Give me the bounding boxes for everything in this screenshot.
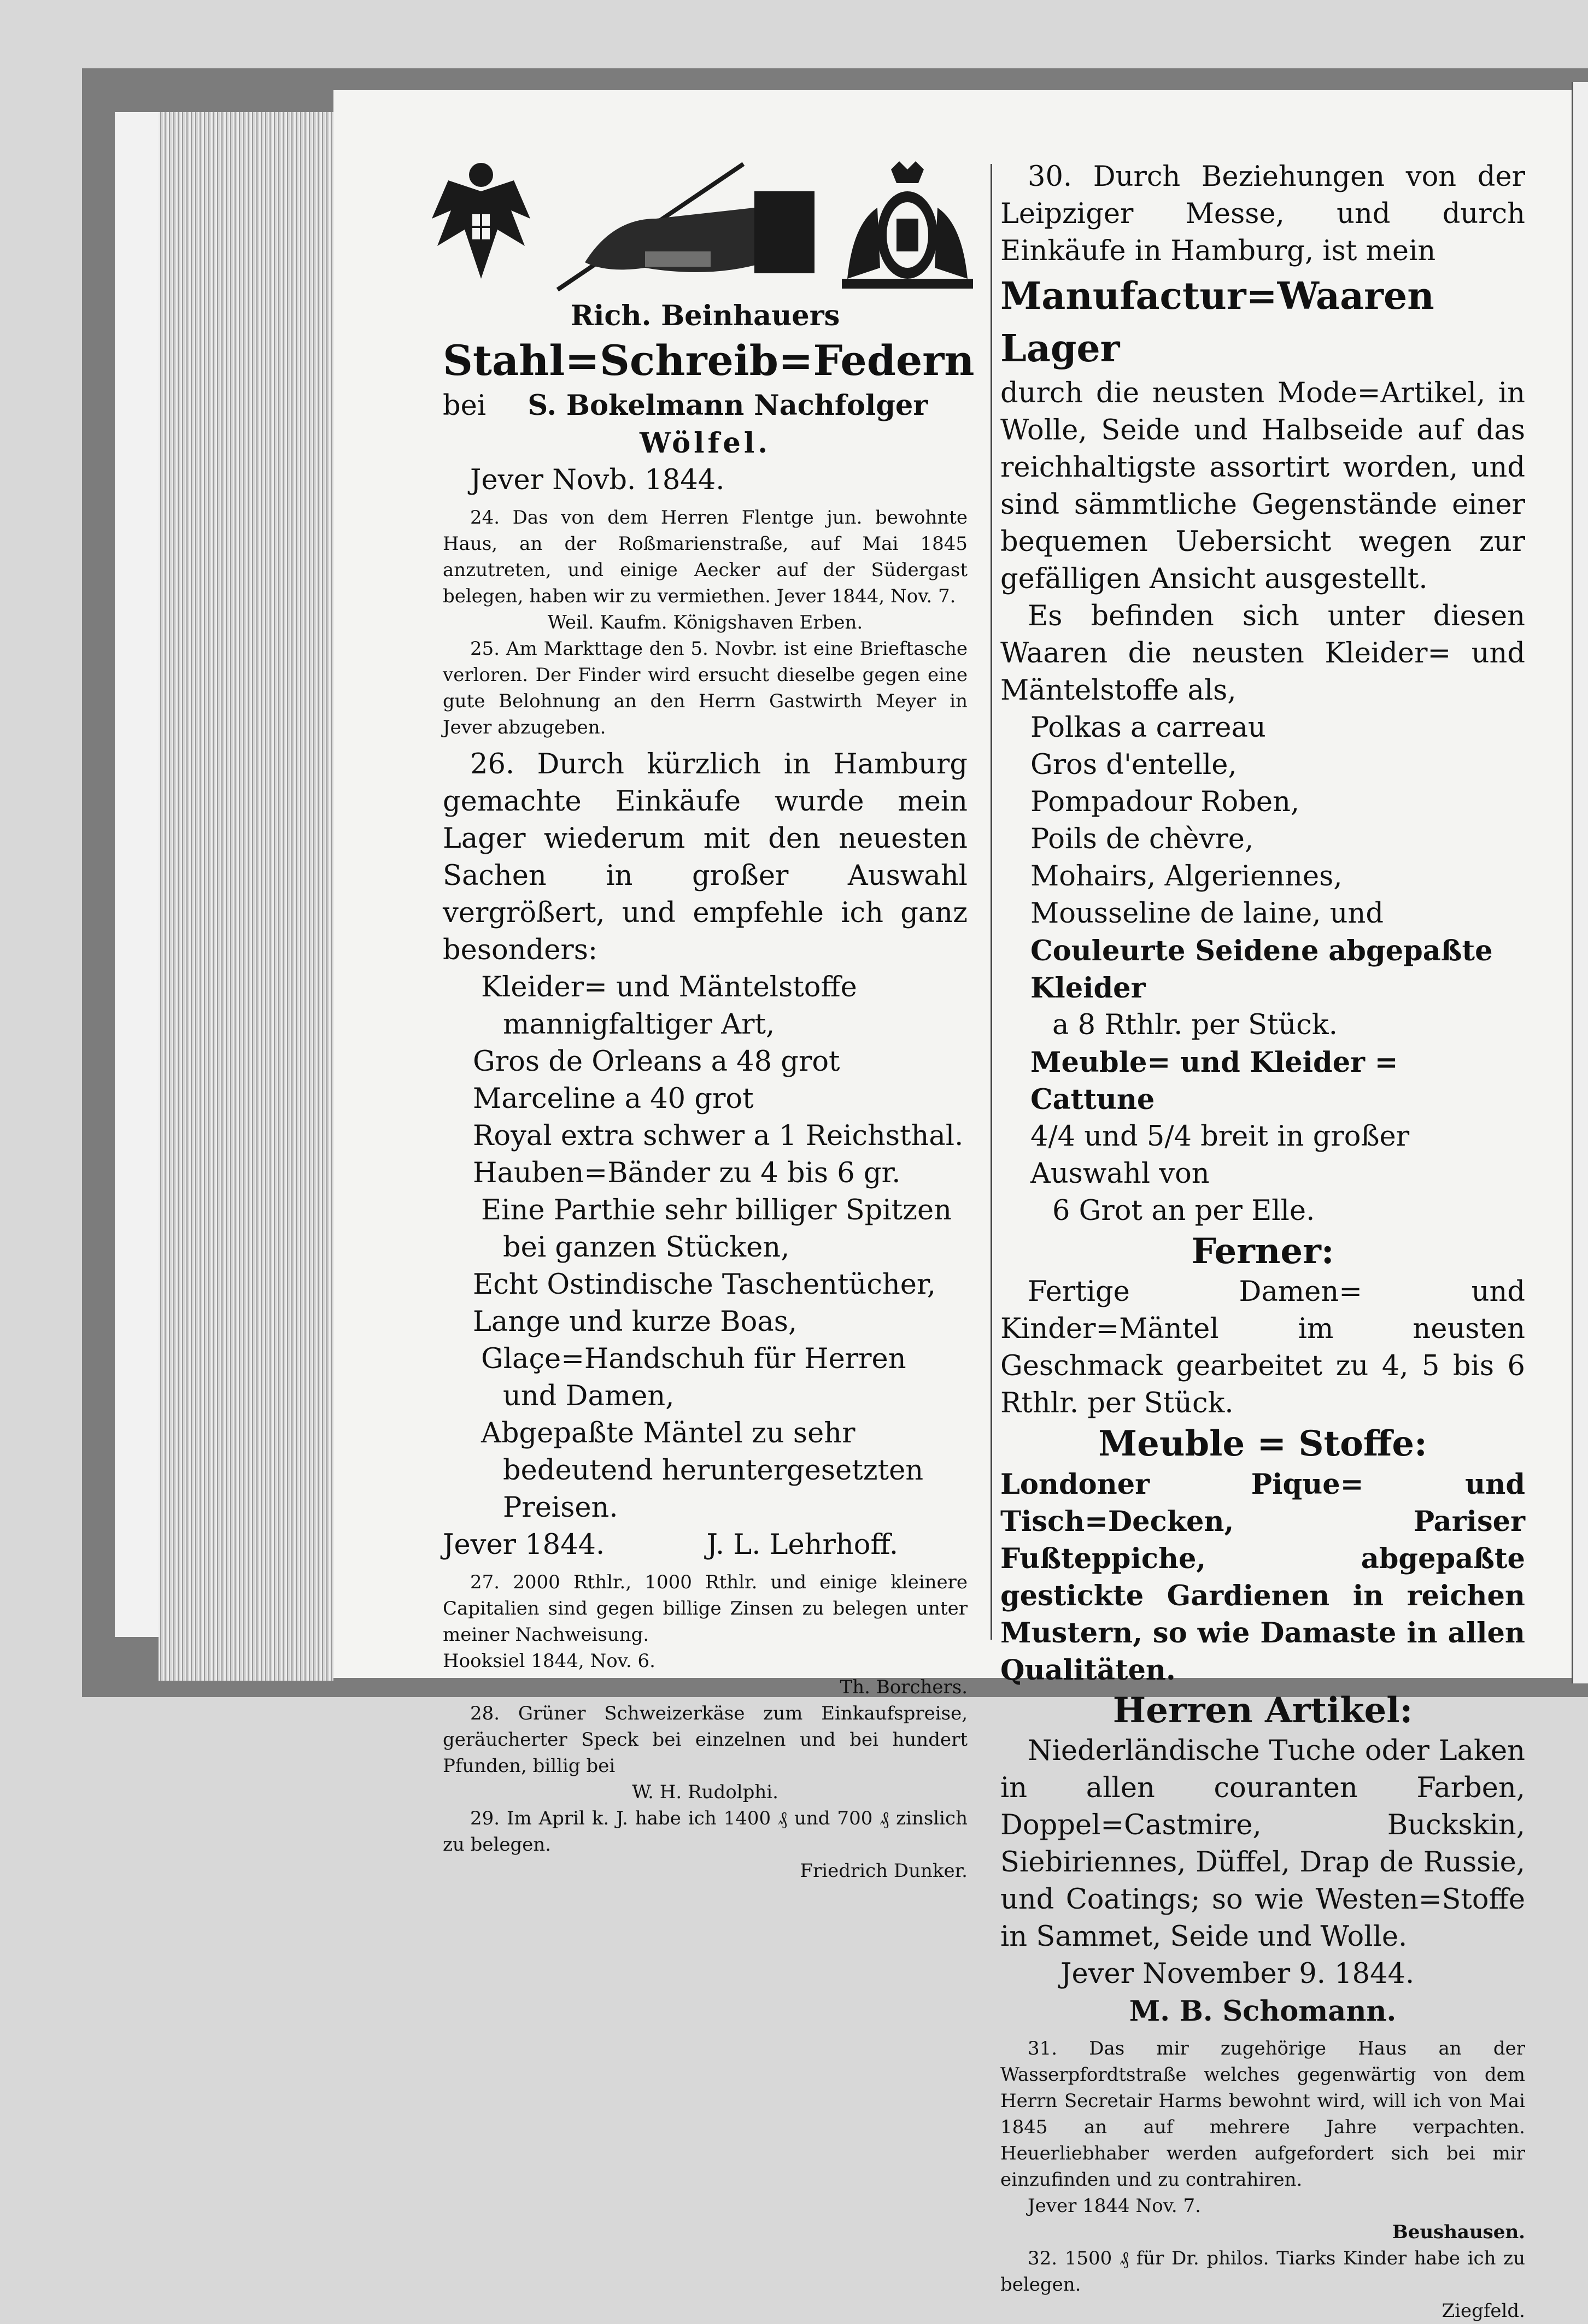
- notice-31-date: Jever 1844 Nov. 7.: [1028, 2195, 1201, 2217]
- notice-26-sign-name: J. L. Lehrhoff.: [706, 1529, 899, 1561]
- notice-30-cattune2: 4/4 und 5/4 breit in großer Auswahl von: [1030, 1120, 1410, 1190]
- list-item: Mousseline de laine, und: [1030, 897, 1384, 930]
- next-page-edge: [1572, 82, 1588, 1683]
- notice-31-sign: Beushausen.: [1392, 2221, 1525, 2243]
- ad-owner: Rich. Beinhauers: [570, 300, 840, 332]
- notice-30-list: [1000, 709, 1525, 932]
- notice-28-text: 28. Grüner Schweizerkäse zum Einkaufspreise, geräucherter Speck bei einzelnen und bei hundert Pfunden, billig bei: [443, 1703, 968, 1777]
- notice-30-sign: M. B. Schomann.: [1129, 1995, 1397, 2028]
- notice-32-text: 32. 1500 ₰ für Dr. philos. Tiarks Kinder habe ich zu belegen.: [1000, 2247, 1525, 2296]
- notice-24-text: 24. Das von dem Herren Flentge jun. bewohnte Haus, an der Roßmarienstraße, auf Mai 1845 anzutreten, und einige Aecker auf der Südergast belegen, haben wir zu vermiethen. Jever 1844, Nov. 7.: [443, 507, 968, 607]
- notice-30-herren-text: Niederländische Tuche oder Laken in allen couranten Farben, Doppel=Castmire, Buckskin, Siebiriennes, Düffel, Drap de Russie, und Coatings; so wie Westen=Stoffe in Sammet, Seide und Wolle.: [1000, 1735, 1525, 1953]
- column-divider: [991, 164, 992, 1640]
- notice-30-ferner: Ferner:: [1191, 1231, 1334, 1272]
- list-item: Mohairs, Algeriennes,: [1030, 860, 1343, 893]
- notice-25-text: 25. Am Markttage den 5. Novbr. ist eine Brieftasche verloren. Der Finder wird ersucht dieselbe gegen eine gute Belohnung an den Herrn Gastwirth Meyer in Jever abzugeben.: [443, 638, 968, 738]
- page-edges: [159, 112, 333, 1681]
- notice-27-place: Hooksiel 1844, Nov. 6.: [443, 1650, 655, 1672]
- notice-27-text: 27. 2000 Rthlr., 1000 Rthlr. und einige kleinere Capitalien sind gegen billige Zinsen zu belegen unter meiner Nachweisung.: [443, 1571, 968, 1646]
- notice-30-title: Manufactur=Waaren Lager: [1000, 274, 1434, 371]
- list-item: Pompadour Roben,: [1030, 786, 1300, 818]
- notice-30-seide: Couleurte Seidene abgepaßte Kleider: [1030, 935, 1493, 1005]
- ad-seller: S. Bokelmann Nachfolger: [528, 389, 928, 422]
- notice-24-sign: Weil. Kaufm. Königshaven Erben.: [547, 612, 863, 633]
- list-item: Glaçe=Handschuh für Herren und Damen,: [481, 1343, 906, 1412]
- notice-26-text: 26. Durch kürzlich in Hamburg gemachte Einkäufe wurde mein Lager wiederum mit den neuesten Sachen in großer Auswahl vergrößert, und empfehle ich ganz besonders:: [443, 748, 968, 966]
- list-item: Kleider= und Mäntelstoffe mannigfaltiger Art,: [481, 971, 857, 1041]
- notice-32-sign: Ziegfeld.: [1441, 2300, 1525, 2322]
- notice-30-cattune: Meuble= und Kleider = Cattune: [1030, 1046, 1398, 1116]
- list-item: Gros d'entelle,: [1030, 749, 1237, 781]
- notice-30-text2: Es befinden sich unter diesen Waaren die neusten Kleider= und Mäntelstoffe als,: [1000, 600, 1525, 707]
- notice-30-herren-title: Herren Artikel:: [1112, 1690, 1413, 1731]
- ad-seller2: Wölfel.: [639, 427, 771, 460]
- notice-28-sign: W. H. Rudolphi.: [632, 1781, 778, 1803]
- list-item: Echt Ostindische Taschentücher,: [473, 1269, 936, 1301]
- ad-seller-line: [443, 387, 968, 425]
- list-item: Lange und kurze Boas,: [473, 1306, 798, 1338]
- list-item: Abgepaßte Mäntel zu sehr bedeutend heruntergesetzten Preisen.: [481, 1417, 924, 1524]
- notice-29-sign: Friedrich Dunker.: [800, 1860, 968, 1882]
- notice-29-text: 29. Im April k. J. habe ich 1400 ₰ und 700 ₰ zinslich zu belegen.: [443, 1807, 968, 1856]
- writing-hand-with-pen-icon: [536, 159, 842, 295]
- notice-30-meuble-title: Meuble = Stoffe:: [1098, 1423, 1427, 1464]
- left-column: [443, 159, 975, 1884]
- notice-30-text: durch die neusten Mode=Artikel, in Wolle, Seide und Halbseide auf das reichhaltigste assortirt worden, und sind sämmtliche Gegenstände einer bequemen Uebersicht wegen zur gefälligen Ansicht ausgestellt.: [1000, 377, 1525, 595]
- notice-30-intro: 30. Durch Beziehungen von der Leipziger Messe, und durch Einkäufe in Hamburg, ist mein: [1000, 161, 1525, 267]
- list-item: Hauben=Bänder zu 4 bis 6 gr.: [473, 1157, 901, 1189]
- notice-30-seide-price: a 8 Rthlr. per Stück.: [1052, 1009, 1338, 1041]
- royal-coat-of-arms-icon: [836, 159, 978, 295]
- list-item: Polkas a carreau: [1030, 712, 1266, 744]
- list-item: Eine Parthie sehr billiger Spitzen bei ganzen Stücken,: [481, 1194, 952, 1264]
- list-item: Gros de Orleans a 48 grot: [473, 1046, 840, 1078]
- notice-30-fertige: Fertige Damen= und Kinder=Mäntel im neusten Geschmack gearbeitet zu 4, 5 bis 6 Rthlr. per Stück.: [1000, 1276, 1525, 1419]
- notice-30-cattune-price: 6 Grot an per Elle.: [1052, 1195, 1315, 1227]
- book-board-inner: [115, 112, 159, 1637]
- list-item: Marceline a 40 grot: [473, 1083, 754, 1115]
- notice-30-date: Jever November 9. 1844.: [1060, 1958, 1415, 1990]
- notice-30-meuble-text: Londoner Pique= und Tisch=Decken, Pariser Fußteppiche, abgepaßte gestickte Gardienen in reichen Mustern, so wie Damaste in allen Qualitäten.: [1000, 1468, 1525, 1687]
- ad-bei: bei: [443, 390, 487, 422]
- notice-26-sign-place: Jever 1844.: [443, 1529, 605, 1561]
- double-eagle-crest-icon: [426, 159, 536, 295]
- right-column: [1000, 159, 1525, 2324]
- notice-26-list: [443, 969, 968, 1527]
- notice-27-sign: Th. Borchers.: [840, 1676, 968, 1698]
- ad-title: Stahl=Schreib=Federn: [443, 336, 975, 385]
- notice-31-text: 31. Das mir zugehörige Haus an der Wasserpfordtstraße welches gegenwärtig von dem Herrn Secretair Harms bewohnt wird, will ich von Mai 1845 an auf mehrere Jahre verpachten. Heuerliebhaber werden aufgefordert sich bei mir einzufinden und zu contrahiren.: [1000, 2038, 1525, 2191]
- list-item: Poils de chèvre,: [1030, 823, 1254, 855]
- list-item: Royal extra schwer a 1 Reichsthal.: [473, 1120, 964, 1152]
- notice-26-sign: [443, 1527, 968, 1564]
- ad-date: Jever Novb. 1844.: [470, 464, 725, 496]
- ad-emblems: [443, 159, 968, 295]
